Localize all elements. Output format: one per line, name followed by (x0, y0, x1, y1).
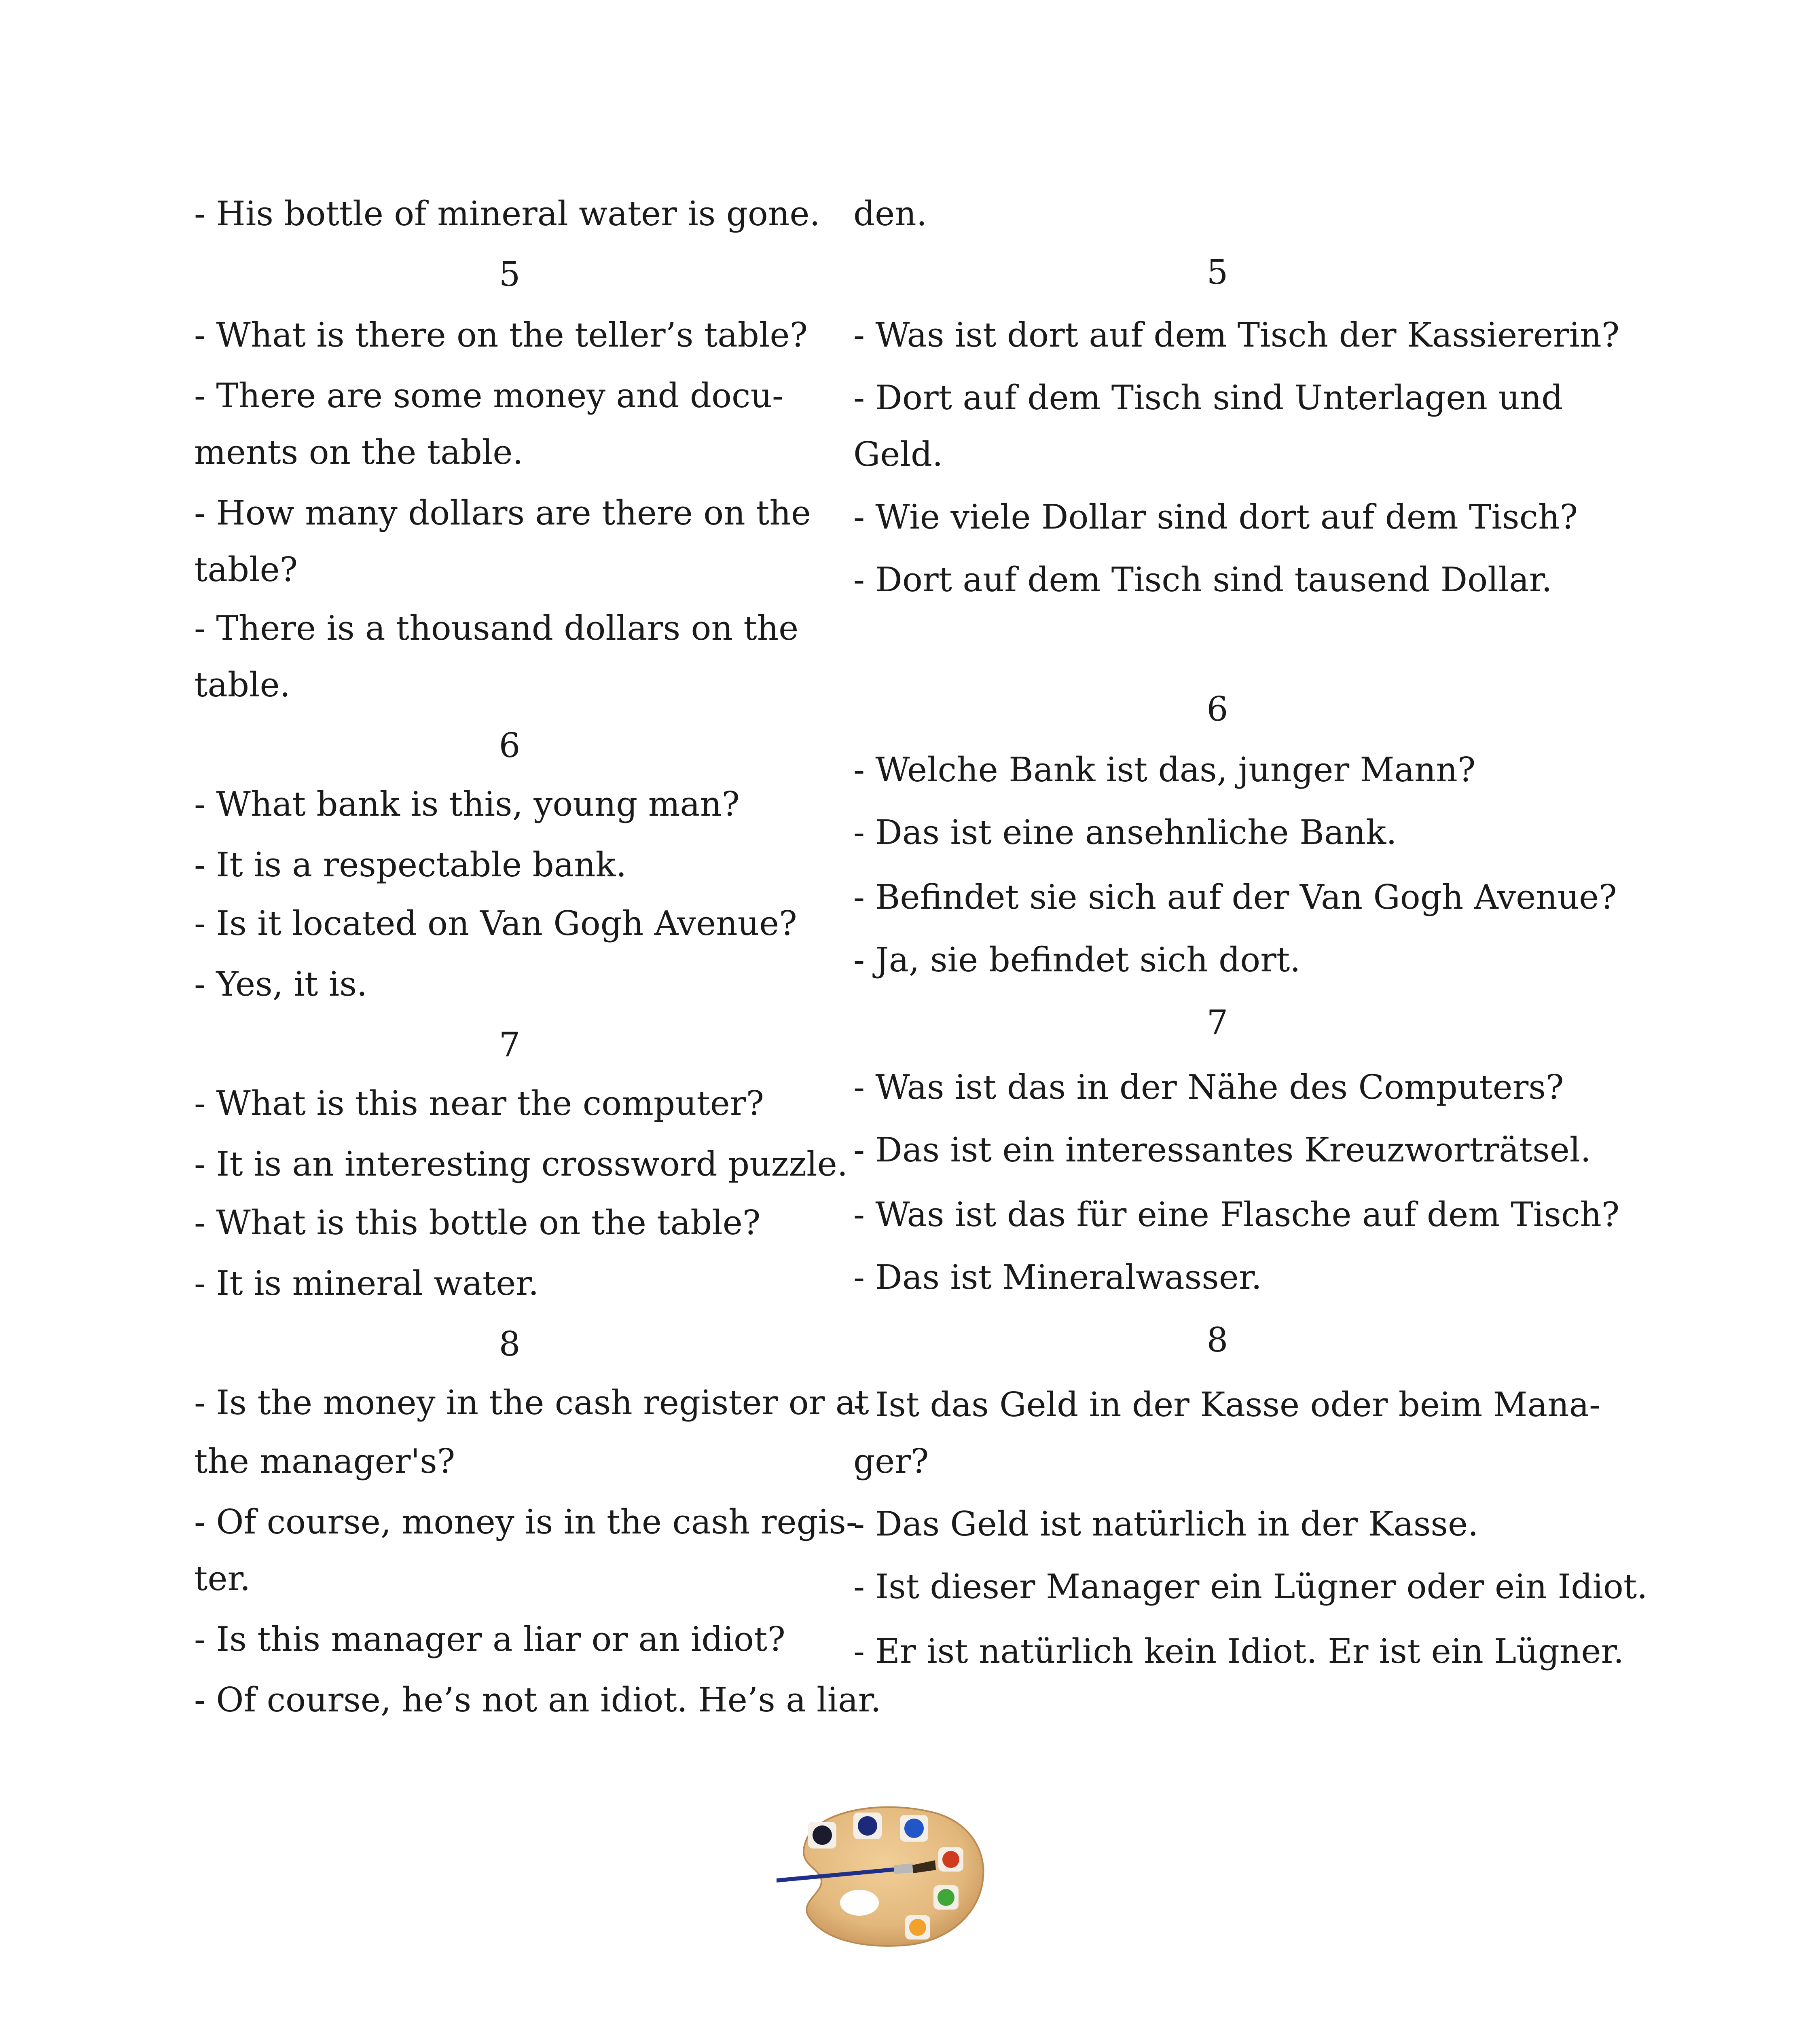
paint-palette-icon (777, 1796, 1003, 1957)
black-paint (813, 1825, 832, 1845)
section-number: 8 (499, 1324, 521, 1364)
orange-paint (909, 1919, 926, 1936)
text-line: - Dort auf dem Tisch sind Unterlagen und (853, 378, 1563, 417)
text-line: den. (853, 194, 927, 233)
text-line: - Is it located on Van Gogh Avenue? (194, 904, 797, 943)
text-line: - Wie viele Dollar sind dort auf dem Tisch? (853, 497, 1578, 537)
text-line: - Is this manager a liar or an idiot? (194, 1620, 785, 1659)
blue-paint (904, 1819, 924, 1838)
section-number: 7 (1206, 1003, 1228, 1042)
text-line: - There are some money and docu- (194, 376, 784, 415)
text-line: - Ist das Geld in der Kasse oder beim Mana- (853, 1385, 1601, 1424)
text-line: ger? (853, 1442, 929, 1481)
text-line: - Is the money in the cash register or at (194, 1383, 869, 1422)
text-line: - Das ist Mineralwasser. (853, 1258, 1262, 1297)
text-line: ments on the table. (194, 433, 523, 472)
text-line: - What is there on the teller’s table? (194, 315, 808, 355)
text-line: - What is this bottle on the table? (194, 1203, 761, 1242)
text-line: - It is an interesting crossword puzzle. (194, 1144, 848, 1184)
text-line: - Of course, money is in the cash regis- (194, 1502, 857, 1542)
section-number: 5 (1206, 253, 1228, 292)
text-line: - Was ist dort auf dem Tisch der Kassiererin? (853, 315, 1620, 355)
text-line: - There is a thousand dollars on the (194, 609, 799, 648)
text-line: - It is a respectable bank. (194, 845, 627, 884)
text-line: - Dort auf dem Tisch sind tausend Dollar. (853, 560, 1552, 599)
text-line: - Er ist natürlich kein Idiot. Er ist ein Lügner. (853, 1632, 1624, 1671)
text-line: - Yes, it is. (194, 964, 368, 1004)
section-number: 7 (499, 1025, 521, 1064)
text-line: - Was ist das für eine Flasche auf dem Tisch? (853, 1195, 1620, 1234)
text-line: table. (194, 665, 291, 704)
green-paint (938, 1889, 954, 1906)
text-line: - What is this near the computer? (194, 1084, 764, 1123)
text-line: Geld. (853, 435, 943, 474)
section-number: 5 (499, 255, 521, 294)
text-line: - It is mineral water. (194, 1264, 539, 1303)
text-line: - Ist dieser Manager ein Lügner oder ein Idiot. (853, 1567, 1648, 1606)
text-line: - Das ist eine ansehnliche Bank. (853, 813, 1397, 852)
text-line: - Welche Bank ist das, junger Mann? (853, 750, 1476, 789)
text-line: table? (194, 550, 298, 589)
text-line: - Of course, he’s not an idiot. He’s a liar. (194, 1680, 881, 1720)
text-line: - Ja, sie befindet sich dort. (853, 940, 1301, 979)
section-number: 8 (1206, 1320, 1228, 1360)
text-line: - How many dollars are there on the (194, 493, 811, 533)
navy-paint (858, 1816, 877, 1836)
section-number: 6 (499, 726, 521, 765)
text-line: - Das ist ein interessantes Kreuzworträtsel. (853, 1130, 1591, 1170)
text-line: - His bottle of mineral water is gone. (194, 194, 820, 233)
text-line: - Was ist das in der Nähe des Computers? (853, 1068, 1564, 1107)
palette-thumb-hole (840, 1890, 879, 1916)
text-line: - What bank is this, young man? (194, 785, 740, 824)
text-line: the manager's? (194, 1442, 455, 1481)
red-paint (942, 1851, 959, 1868)
text-line: ter. (194, 1559, 251, 1598)
section-number: 6 (1206, 690, 1228, 729)
text-line: - Befindet sie sich auf der Van Gogh Avenue? (853, 878, 1617, 917)
text-line: - Das Geld ist natürlich in der Kasse. (853, 1504, 1479, 1544)
